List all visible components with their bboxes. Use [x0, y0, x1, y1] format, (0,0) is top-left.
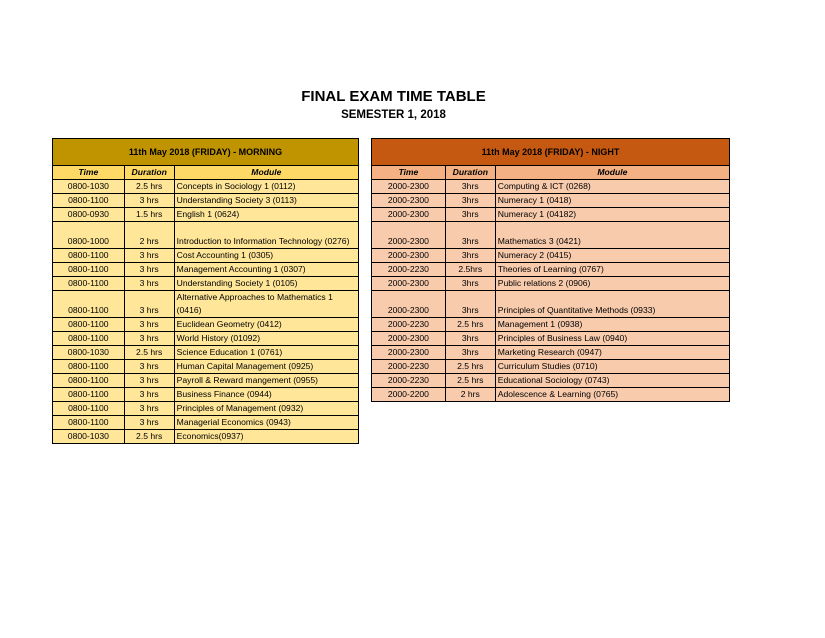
table-row [372, 318, 730, 332]
time-cell: 2000-2300 [372, 277, 446, 291]
module-cell: Marketing Research (0947) [495, 346, 729, 360]
table-row [372, 277, 730, 291]
module-cell: Euclidean Geometry (0412) [174, 318, 358, 332]
table-row [53, 208, 359, 222]
time-cell: 2000-2230 [372, 318, 446, 332]
time-cell: 0800-1100 [53, 402, 125, 416]
time-cell: 0800-0930 [53, 208, 125, 222]
morning-col-module: Module [174, 166, 358, 180]
table-row [53, 416, 359, 430]
night-col-time: Time [372, 166, 446, 180]
time-cell: 2000-2200 [372, 388, 446, 402]
morning-col-time: Time [53, 166, 125, 180]
duration-cell: 3hrs [445, 194, 495, 208]
time-cell: 2000-2300 [372, 194, 446, 208]
time-cell: 2000-2230 [372, 374, 446, 388]
module-cell: World History (01092) [174, 332, 358, 346]
night-header: 11th May 2018 (FRIDAY) - NIGHT [372, 139, 730, 166]
module-cell: Payroll & Reward mangement (0955) [174, 374, 358, 388]
duration-cell: 2.5 hrs [445, 374, 495, 388]
duration-cell: 2.5 hrs [124, 346, 174, 360]
duration-cell: 2.5 hrs [124, 180, 174, 194]
duration-cell: 3 hrs [124, 332, 174, 346]
table-row [372, 360, 730, 374]
time-cell: 0800-1100 [53, 360, 125, 374]
table-row [53, 332, 359, 346]
duration-cell: 3hrs [445, 346, 495, 360]
duration-cell: 3 hrs [124, 194, 174, 208]
time-cell: 0800-1030 [53, 346, 125, 360]
table-row [372, 263, 730, 277]
page-subtitle: SEMESTER 1, 2018 [341, 109, 446, 121]
night-timetable [371, 138, 730, 402]
table-row [53, 318, 359, 332]
module-cell: Human Capital Management (0925) [174, 360, 358, 374]
module-cell: Mathematics 3 (0421) [495, 222, 729, 249]
table-row [372, 388, 730, 402]
table-row [53, 346, 359, 360]
module-cell: Principles of Management (0932) [174, 402, 358, 416]
module-cell: Numeracy 1 (0418) [495, 194, 729, 208]
time-cell: 0800-1100 [53, 388, 125, 402]
table-row [53, 360, 359, 374]
table-row [53, 374, 359, 388]
table-row [372, 180, 730, 194]
time-cell: 0800-1100 [53, 263, 125, 277]
module-cell: Understanding Society 3 (0113) [174, 194, 358, 208]
module-cell: Concepts in Sociology 1 (0112) [174, 180, 358, 194]
table-row [53, 291, 359, 318]
duration-cell: 3 hrs [124, 249, 174, 263]
time-cell: 0800-1100 [53, 332, 125, 346]
morning-header: 11th May 2018 (FRIDAY) - MORNING [53, 139, 359, 166]
module-cell: Cost Accounting 1 (0305) [174, 249, 358, 263]
night-col-duration: Duration [445, 166, 495, 180]
table-row [53, 249, 359, 263]
module-cell: Managerial Economics (0943) [174, 416, 358, 430]
table-row [53, 194, 359, 208]
module-cell: Theories of Learning (0767) [495, 263, 729, 277]
time-cell: 0800-1100 [53, 291, 125, 318]
table-row [372, 291, 730, 318]
duration-cell: 3 hrs [124, 416, 174, 430]
time-cell: 0800-1100 [53, 277, 125, 291]
duration-cell: 3 hrs [124, 360, 174, 374]
module-cell: Business Finance (0944) [174, 388, 358, 402]
table-row [372, 194, 730, 208]
module-cell: Principles of Business Law (0940) [495, 332, 729, 346]
morning-col-duration: Duration [124, 166, 174, 180]
time-cell: 0800-1100 [53, 194, 125, 208]
duration-cell: 3 hrs [124, 402, 174, 416]
duration-cell: 3 hrs [124, 263, 174, 277]
table-row [372, 332, 730, 346]
table-row [53, 430, 359, 444]
duration-cell: 3 hrs [124, 318, 174, 332]
duration-cell: 3hrs [445, 249, 495, 263]
time-cell: 2000-2230 [372, 360, 446, 374]
night-col-module: Module [495, 166, 729, 180]
duration-cell: 3 hrs [124, 374, 174, 388]
time-cell: 2000-2300 [372, 222, 446, 249]
time-cell: 2000-2300 [372, 346, 446, 360]
duration-cell: 3hrs [445, 332, 495, 346]
table-row [372, 208, 730, 222]
page-title: FINAL EXAM TIME TABLE [301, 88, 486, 105]
duration-cell: 3hrs [445, 291, 495, 318]
table-row [372, 374, 730, 388]
time-cell: 0800-1000 [53, 222, 125, 249]
table-row [53, 388, 359, 402]
duration-cell: 2 hrs [445, 388, 495, 402]
time-cell: 0800-1100 [53, 416, 125, 430]
table-row [53, 180, 359, 194]
table-row [53, 222, 359, 249]
table-row [53, 402, 359, 416]
module-cell: Management Accounting 1 (0307) [174, 263, 358, 277]
duration-cell: 3hrs [445, 180, 495, 194]
module-cell: Principles of Quantitative Methods (0933) [495, 291, 729, 318]
module-cell: Computing & ICT (0268) [495, 180, 729, 194]
duration-cell: 1.5 hrs [124, 208, 174, 222]
time-cell: 0800-1100 [53, 374, 125, 388]
morning-timetable [52, 138, 359, 444]
module-cell: Curriculum Studies (0710) [495, 360, 729, 374]
module-cell: Introduction to Information Technology (0276) [174, 222, 358, 249]
duration-cell: 3hrs [445, 222, 495, 249]
table-row [372, 346, 730, 360]
duration-cell: 3hrs [445, 277, 495, 291]
module-cell: Public relations 2 (0906) [495, 277, 729, 291]
module-cell: Adolescence & Learning (0765) [495, 388, 729, 402]
time-cell: 0800-1100 [53, 249, 125, 263]
duration-cell: 2.5 hrs [445, 360, 495, 374]
duration-cell: 3 hrs [124, 277, 174, 291]
time-cell: 0800-1030 [53, 180, 125, 194]
module-cell: Educational Sociology (0743) [495, 374, 729, 388]
module-cell: Numeracy 1 (04182) [495, 208, 729, 222]
time-cell: 0800-1100 [53, 318, 125, 332]
module-cell: Understanding Society 1 (0105) [174, 277, 358, 291]
time-cell: 2000-2230 [372, 263, 446, 277]
module-cell: Alternative Approaches to Mathematics 1 (0416) [174, 291, 358, 318]
duration-cell: 2 hrs [124, 222, 174, 249]
duration-cell: 3 hrs [124, 388, 174, 402]
table-row [372, 222, 730, 249]
time-cell: 2000-2300 [372, 332, 446, 346]
duration-cell: 2.5 hrs [445, 318, 495, 332]
duration-cell: 3 hrs [124, 291, 174, 318]
duration-cell: 2.5 hrs [124, 430, 174, 444]
duration-cell: 3hrs [445, 208, 495, 222]
module-cell: Economics(0937) [174, 430, 358, 444]
table-row [53, 263, 359, 277]
time-cell: 2000-2300 [372, 249, 446, 263]
module-cell: Science Education 1 (0761) [174, 346, 358, 360]
time-cell: 2000-2300 [372, 180, 446, 194]
module-cell: English 1 (0624) [174, 208, 358, 222]
time-cell: 2000-2300 [372, 291, 446, 318]
table-row [53, 277, 359, 291]
time-cell: 0800-1030 [53, 430, 125, 444]
time-cell: 2000-2300 [372, 208, 446, 222]
duration-cell: 2.5hrs [445, 263, 495, 277]
module-cell: Management 1 (0938) [495, 318, 729, 332]
module-cell: Numeracy 2 (0415) [495, 249, 729, 263]
table-row [372, 249, 730, 263]
